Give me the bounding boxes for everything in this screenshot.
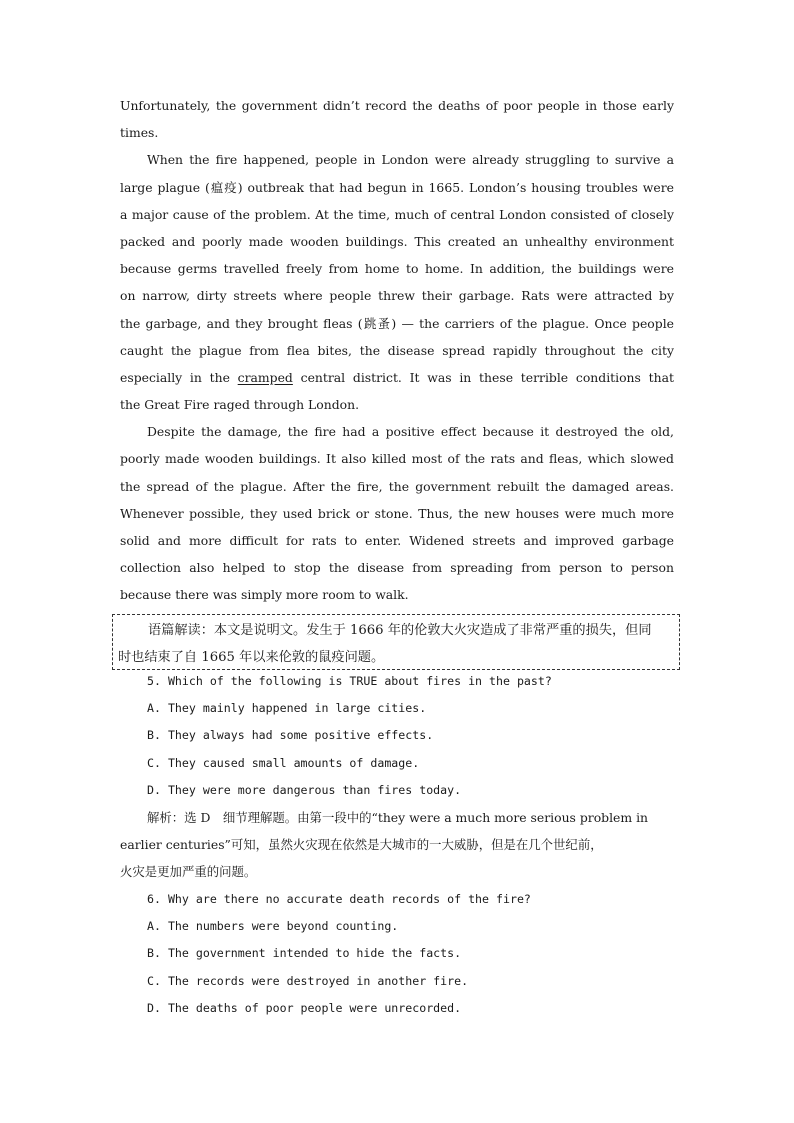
passage-analysis-box [112,614,680,670]
passage-line: the Great Fire raged through London. [120,397,360,413]
passage-line: When the fire happened, people in London were already struggling to survive a [147,152,674,168]
option-d: D. They were more dangerous than fires today. [147,782,462,797]
option-a: A. They mainly happened in large cities. [147,701,427,716]
answer-analysis: earlier centuries”可知，虽然火灾现在依然是大城市的一大威胁，但是在几个世纪前， [120,837,603,853]
answer-analysis: 解析：选 D 细节理解题。由第一段中的“they were a much more serious problem in [147,809,649,825]
answer-analysis: 火灾是更加严重的问题。 [120,864,257,880]
passage-line: solid and more difficult for rats to enter. Widened streets and improved garbage [120,533,674,548]
passage-line: times. [120,125,159,141]
passage-line: the garbage, and they brought fleas (跳蚤) — the carriers of the plague. Once people [120,315,674,331]
passage-line: packed and poorly made wooden buildings. This created an unhealthy environment [120,233,674,249]
passage-line: a major cause of the problem. At the time, much of central London consisted of closely [120,206,674,222]
text-segment: especially in the [120,369,238,385]
passage-line: caught the plague from flea bites, the disease spread rapidly throughout the city [120,342,674,358]
passage-line: because germs travelled freely from home to home. In addition, the buildings were [120,261,674,277]
passage-line: Whenever possible, they used brick or stone. Thus, the new houses were much more [120,505,674,521]
passage-line: the spread of the plague. After the fire, the government rebuilt the damaged areas. [120,478,674,494]
passage-line: on narrow, dirty streets where people threw their garbage. Rats were attracted by [120,288,674,304]
option-b: B. They always had some positive effects. [147,728,434,743]
option-a: A. The numbers were beyond counting. [147,919,399,934]
analysis-text: 语篇解读：本文是说明文。发生于 1666 年的伦敦大火灾造成了非常严重的损失，但同 [148,623,652,638]
text-segment: central district. It was in these terrible conditions that [292,369,674,385]
question-stem: 6. Why are there no accurate death records of the fire? [147,892,531,906]
question-5 [120,668,674,886]
passage-line: Despite the damage, the fire had a positive effect because it destroyed the old, [147,424,674,440]
passage-line: because there was simply more room to walk. [120,587,409,603]
passage-line: poorly made wooden buildings. It also killed most of the rats and fleas, which slowed [120,451,674,467]
analysis-text: 时也结束了自 1665 年以来伦敦的鼠疫问题。 [118,650,385,665]
passage-line-cramped [120,364,674,391]
option-b: B. The government intended to hide the facts. [147,946,462,961]
passage [120,92,674,609]
question-stem: 5. Which of the following is TRUE about fires in the past? [147,674,552,688]
option-c: C. The records were destroyed in another fire. [147,973,469,988]
passage-line: Unfortunately, the government didn’t record the deaths of poor people in those early [120,98,674,113]
passage-line: collection also helped to stop the disease from spreading from person to person [120,560,674,576]
underlined-word: cramped [237,369,293,385]
option-d: D. The deaths of poor people were unrecorded. [147,1000,462,1015]
passage-line: large plague (瘟疫) outbreak that had begun in 1665. London’s housing troubles were [120,179,674,195]
question-6 [120,886,674,1022]
option-c: C. They caused small amounts of damage. [147,755,420,770]
